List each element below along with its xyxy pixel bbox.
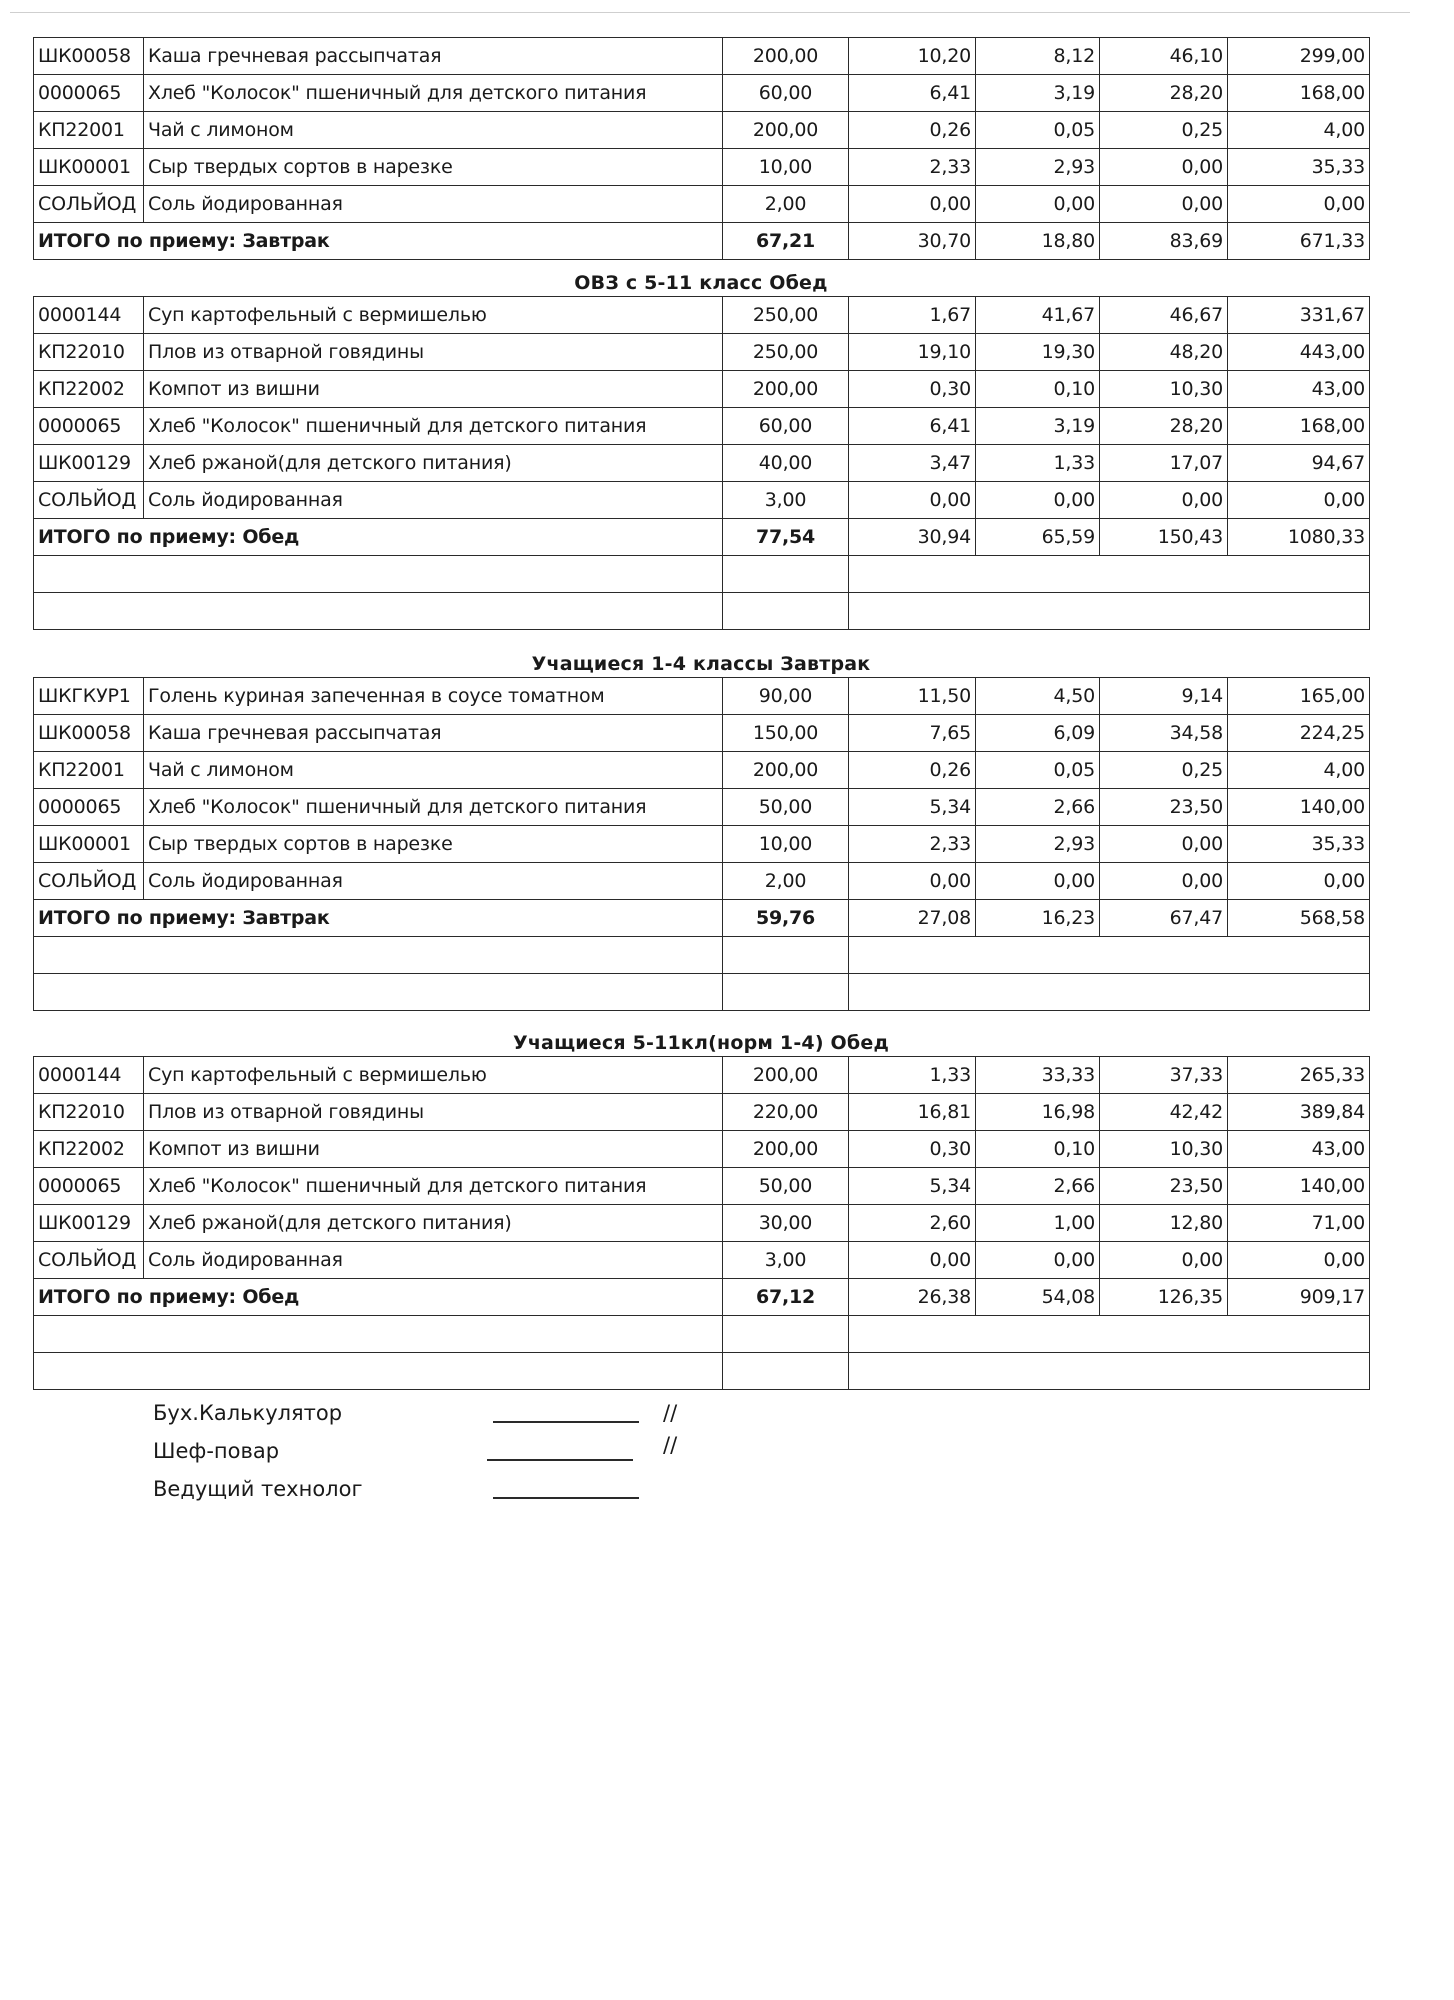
menu-table xyxy=(33,296,1370,630)
empty-cell xyxy=(34,556,723,593)
dish-weight: 40,00 xyxy=(723,445,849,482)
dish-kcal: 43,00 xyxy=(1228,1131,1370,1168)
empty-row xyxy=(34,1316,1370,1353)
dish-proteins: 19,10 xyxy=(849,334,976,371)
dish-weight: 2,00 xyxy=(723,186,849,223)
dish-proteins: 3,47 xyxy=(849,445,976,482)
dish-name: Чай с лимоном xyxy=(144,752,723,789)
dish-carbs: 0,00 xyxy=(1100,826,1228,863)
dish-fats: 2,93 xyxy=(976,826,1100,863)
total-weight: 67,12 xyxy=(723,1279,849,1316)
empty-cell xyxy=(723,974,849,1011)
dish-kcal: 331,67 xyxy=(1228,297,1370,334)
dish-carbs: 23,50 xyxy=(1100,789,1228,826)
dish-name: Соль йодированная xyxy=(144,186,723,223)
dish-fats: 1,33 xyxy=(976,445,1100,482)
dish-kcal: 0,00 xyxy=(1228,186,1370,223)
dish-weight: 10,00 xyxy=(723,149,849,186)
signature-role: Бух.Калькулятор xyxy=(153,1401,343,1425)
table-row xyxy=(34,408,1370,445)
dish-code: 0000065 xyxy=(34,408,144,445)
empty-cell xyxy=(723,937,849,974)
dish-weight: 3,00 xyxy=(723,1242,849,1279)
dish-weight: 200,00 xyxy=(723,1057,849,1094)
dish-proteins: 6,41 xyxy=(849,75,976,112)
dish-carbs: 37,33 xyxy=(1100,1057,1228,1094)
dish-name: Хлеб "Колосок" пшеничный для детского питания xyxy=(144,75,723,112)
dish-proteins: 5,34 xyxy=(849,1168,976,1205)
dish-fats: 0,05 xyxy=(976,112,1100,149)
dish-carbs: 48,20 xyxy=(1100,334,1228,371)
dish-code: СОЛЬЙОД xyxy=(34,482,144,519)
dish-code: КП22010 xyxy=(34,334,144,371)
dish-kcal: 0,00 xyxy=(1228,1242,1370,1279)
dish-weight: 200,00 xyxy=(723,1131,849,1168)
dish-fats: 4,50 xyxy=(976,678,1100,715)
dish-kcal: 35,33 xyxy=(1228,826,1370,863)
empty-cell xyxy=(849,1353,1370,1390)
dish-code: ШК00058 xyxy=(34,38,144,75)
dish-code: ШК00058 xyxy=(34,715,144,752)
dish-name: Соль йодированная xyxy=(144,1242,723,1279)
signature-slash: // xyxy=(663,1401,678,1425)
dish-carbs: 10,30 xyxy=(1100,1131,1228,1168)
table-row xyxy=(34,1242,1370,1279)
dish-kcal: 299,00 xyxy=(1228,38,1370,75)
dish-kcal: 140,00 xyxy=(1228,789,1370,826)
dish-name: Плов из отварной говядины xyxy=(144,334,723,371)
menu-section-grades-5-11-lunch xyxy=(33,1030,1369,1390)
section-title: ОВЗ с 5-11 класс Обед xyxy=(574,272,828,294)
dish-fats: 0,10 xyxy=(976,371,1100,408)
empty-cell xyxy=(34,1353,723,1390)
dish-fats: 2,93 xyxy=(976,149,1100,186)
dish-code: 0000065 xyxy=(34,1168,144,1205)
empty-cell xyxy=(34,593,723,630)
dish-fats: 33,33 xyxy=(976,1057,1100,1094)
dish-code: 0000065 xyxy=(34,75,144,112)
dish-fats: 1,00 xyxy=(976,1205,1100,1242)
total-carbs: 150,43 xyxy=(1100,519,1228,556)
dish-name: Плов из отварной говядины xyxy=(144,1094,723,1131)
dish-fats: 0,00 xyxy=(976,186,1100,223)
dish-name: Хлеб "Колосок" пшеничный для детского питания xyxy=(144,1168,723,1205)
dish-code: 0000144 xyxy=(34,297,144,334)
signature-role: Ведущий технолог xyxy=(153,1477,363,1501)
total-kcal: 671,33 xyxy=(1228,223,1370,260)
empty-cell xyxy=(849,556,1370,593)
dish-name: Сыр твердых сортов в нарезке xyxy=(144,149,723,186)
dish-proteins: 1,67 xyxy=(849,297,976,334)
total-proteins: 27,08 xyxy=(849,900,976,937)
menu-table xyxy=(33,37,1370,260)
dish-carbs: 10,30 xyxy=(1100,371,1228,408)
empty-row xyxy=(34,1353,1370,1390)
dish-code: ШК00001 xyxy=(34,149,144,186)
dish-fats: 16,98 xyxy=(976,1094,1100,1131)
table-row xyxy=(34,297,1370,334)
dish-fats: 0,10 xyxy=(976,1131,1100,1168)
total-label: ИТОГО по приему: Обед xyxy=(34,1279,723,1316)
empty-cell xyxy=(849,593,1370,630)
dish-name: Соль йодированная xyxy=(144,863,723,900)
dish-kcal: 168,00 xyxy=(1228,408,1370,445)
dish-proteins: 10,20 xyxy=(849,38,976,75)
dish-fats: 0,05 xyxy=(976,752,1100,789)
dish-name: Соль йодированная xyxy=(144,482,723,519)
signature-slash: // xyxy=(663,1433,678,1457)
empty-cell xyxy=(849,1316,1370,1353)
dish-fats: 3,19 xyxy=(976,75,1100,112)
empty-cell xyxy=(723,593,849,630)
dish-proteins: 7,65 xyxy=(849,715,976,752)
dish-proteins: 1,33 xyxy=(849,1057,976,1094)
dish-fats: 0,00 xyxy=(976,863,1100,900)
dish-code: 0000065 xyxy=(34,789,144,826)
table-row xyxy=(34,482,1370,519)
dish-proteins: 0,30 xyxy=(849,1131,976,1168)
empty-cell xyxy=(34,1316,723,1353)
dish-carbs: 0,00 xyxy=(1100,482,1228,519)
dish-fats: 2,66 xyxy=(976,1168,1100,1205)
dish-weight: 60,00 xyxy=(723,408,849,445)
dish-carbs: 0,00 xyxy=(1100,186,1228,223)
dish-proteins: 0,26 xyxy=(849,112,976,149)
dish-name: Сыр твердых сортов в нарезке xyxy=(144,826,723,863)
dish-proteins: 0,30 xyxy=(849,371,976,408)
dish-name: Хлеб "Колосок" пшеничный для детского питания xyxy=(144,408,723,445)
dish-code: ШК00129 xyxy=(34,445,144,482)
dish-proteins: 0,26 xyxy=(849,752,976,789)
signature-line xyxy=(493,1421,639,1423)
empty-row xyxy=(34,974,1370,1011)
table-row xyxy=(34,1131,1370,1168)
total-proteins: 26,38 xyxy=(849,1279,976,1316)
dish-proteins: 0,00 xyxy=(849,863,976,900)
dish-weight: 250,00 xyxy=(723,334,849,371)
total-label: ИТОГО по приему: Завтрак xyxy=(34,223,723,260)
dish-carbs: 12,80 xyxy=(1100,1205,1228,1242)
total-kcal: 568,58 xyxy=(1228,900,1370,937)
total-proteins: 30,70 xyxy=(849,223,976,260)
dish-weight: 150,00 xyxy=(723,715,849,752)
dish-name: Суп картофельный с вермишелью xyxy=(144,1057,723,1094)
empty-row xyxy=(34,937,1370,974)
dish-weight: 30,00 xyxy=(723,1205,849,1242)
dish-name: Компот из вишни xyxy=(144,1131,723,1168)
total-row xyxy=(34,900,1370,937)
table-row xyxy=(34,112,1370,149)
table-row xyxy=(34,1168,1370,1205)
total-kcal: 1080,33 xyxy=(1228,519,1370,556)
dish-proteins: 2,33 xyxy=(849,826,976,863)
dish-kcal: 35,33 xyxy=(1228,149,1370,186)
total-fats: 65,59 xyxy=(976,519,1100,556)
dish-proteins: 0,00 xyxy=(849,1242,976,1279)
dish-fats: 0,00 xyxy=(976,1242,1100,1279)
dish-proteins: 6,41 xyxy=(849,408,976,445)
dish-weight: 3,00 xyxy=(723,482,849,519)
dish-weight: 220,00 xyxy=(723,1094,849,1131)
dish-kcal: 0,00 xyxy=(1228,482,1370,519)
dish-weight: 200,00 xyxy=(723,112,849,149)
empty-cell xyxy=(34,937,723,974)
dish-fats: 2,66 xyxy=(976,789,1100,826)
scan-edge-line xyxy=(10,12,1410,13)
table-row xyxy=(34,38,1370,75)
dish-kcal: 94,67 xyxy=(1228,445,1370,482)
dish-name: Компот из вишни xyxy=(144,371,723,408)
total-row xyxy=(34,1279,1370,1316)
table-row xyxy=(34,678,1370,715)
empty-row xyxy=(34,556,1370,593)
dish-kcal: 168,00 xyxy=(1228,75,1370,112)
total-row xyxy=(34,519,1370,556)
empty-row xyxy=(34,593,1370,630)
section-title: Учащиеся 5-11кл(норм 1-4) Обед xyxy=(512,1032,890,1054)
dish-fats: 8,12 xyxy=(976,38,1100,75)
total-fats: 16,23 xyxy=(976,900,1100,937)
table-row xyxy=(34,1094,1370,1131)
dish-proteins: 2,60 xyxy=(849,1205,976,1242)
dish-weight: 2,00 xyxy=(723,863,849,900)
dish-weight: 200,00 xyxy=(723,371,849,408)
dish-kcal: 140,00 xyxy=(1228,1168,1370,1205)
dish-fats: 41,67 xyxy=(976,297,1100,334)
menu-table xyxy=(33,1056,1370,1390)
dish-carbs: 46,10 xyxy=(1100,38,1228,75)
dish-carbs: 34,58 xyxy=(1100,715,1228,752)
dish-fats: 6,09 xyxy=(976,715,1100,752)
dish-code: КП22001 xyxy=(34,112,144,149)
dish-kcal: 389,84 xyxy=(1228,1094,1370,1131)
dish-proteins: 0,00 xyxy=(849,186,976,223)
dish-weight: 60,00 xyxy=(723,75,849,112)
signature-line xyxy=(493,1497,639,1499)
empty-cell xyxy=(849,937,1370,974)
table-row xyxy=(34,75,1370,112)
dish-fats: 3,19 xyxy=(976,408,1100,445)
dish-carbs: 0,00 xyxy=(1100,1242,1228,1279)
total-weight: 77,54 xyxy=(723,519,849,556)
total-label: ИТОГО по приему: Завтрак xyxy=(34,900,723,937)
dish-kcal: 4,00 xyxy=(1228,752,1370,789)
dish-code: ШКГКУР1 xyxy=(34,678,144,715)
table-row xyxy=(34,445,1370,482)
dish-name: Каша гречневая рассыпчатая xyxy=(144,38,723,75)
table-row xyxy=(34,1205,1370,1242)
dish-kcal: 4,00 xyxy=(1228,112,1370,149)
table-row xyxy=(34,826,1370,863)
empty-cell xyxy=(723,556,849,593)
dish-kcal: 0,00 xyxy=(1228,863,1370,900)
dish-kcal: 443,00 xyxy=(1228,334,1370,371)
dish-code: КП22010 xyxy=(34,1094,144,1131)
total-carbs: 83,69 xyxy=(1100,223,1228,260)
dish-name: Каша гречневая рассыпчатая xyxy=(144,715,723,752)
table-row xyxy=(34,149,1370,186)
dish-code: СОЛЬЙОД xyxy=(34,863,144,900)
dish-carbs: 0,00 xyxy=(1100,149,1228,186)
empty-cell xyxy=(34,974,723,1011)
dish-carbs: 17,07 xyxy=(1100,445,1228,482)
dish-weight: 200,00 xyxy=(723,752,849,789)
dish-code: СОЛЬЙОД xyxy=(34,1242,144,1279)
table-row xyxy=(34,789,1370,826)
table-row xyxy=(34,752,1370,789)
menu-table xyxy=(33,677,1370,1011)
table-row xyxy=(34,334,1370,371)
dish-kcal: 265,33 xyxy=(1228,1057,1370,1094)
total-row xyxy=(34,223,1370,260)
dish-code: ШК00001 xyxy=(34,826,144,863)
dish-carbs: 23,50 xyxy=(1100,1168,1228,1205)
dish-code: КП22002 xyxy=(34,371,144,408)
dish-weight: 90,00 xyxy=(723,678,849,715)
total-weight: 59,76 xyxy=(723,900,849,937)
dish-carbs: 0,00 xyxy=(1100,863,1228,900)
table-row xyxy=(34,186,1370,223)
dish-name: Чай с лимоном xyxy=(144,112,723,149)
table-row xyxy=(34,863,1370,900)
dish-proteins: 11,50 xyxy=(849,678,976,715)
dish-code: КП22002 xyxy=(34,1131,144,1168)
signature-role: Шеф-повар xyxy=(153,1439,280,1463)
table-row xyxy=(34,371,1370,408)
dish-kcal: 165,00 xyxy=(1228,678,1370,715)
empty-cell xyxy=(849,974,1370,1011)
dish-weight: 200,00 xyxy=(723,38,849,75)
dish-code: СОЛЬЙОД xyxy=(34,186,144,223)
dish-name: Голень куриная запеченная в соусе томатном xyxy=(144,678,723,715)
dish-weight: 50,00 xyxy=(723,789,849,826)
total-carbs: 126,35 xyxy=(1100,1279,1228,1316)
empty-cell xyxy=(723,1316,849,1353)
dish-fats: 19,30 xyxy=(976,334,1100,371)
dish-weight: 250,00 xyxy=(723,297,849,334)
total-fats: 54,08 xyxy=(976,1279,1100,1316)
dish-weight: 50,00 xyxy=(723,1168,849,1205)
dish-kcal: 71,00 xyxy=(1228,1205,1370,1242)
dish-proteins: 0,00 xyxy=(849,482,976,519)
dish-name: Хлеб "Колосок" пшеничный для детского питания xyxy=(144,789,723,826)
table-row xyxy=(34,715,1370,752)
total-weight: 67,21 xyxy=(723,223,849,260)
total-fats: 18,80 xyxy=(976,223,1100,260)
empty-cell xyxy=(723,1353,849,1390)
dish-carbs: 9,14 xyxy=(1100,678,1228,715)
dish-name: Суп картофельный с вермишелью xyxy=(144,297,723,334)
dish-fats: 0,00 xyxy=(976,482,1100,519)
menu-section-ovz-lunch xyxy=(33,270,1369,630)
dish-carbs: 28,20 xyxy=(1100,408,1228,445)
menu-section-breakfast-ovz xyxy=(33,37,1369,260)
dish-carbs: 0,25 xyxy=(1100,752,1228,789)
total-proteins: 30,94 xyxy=(849,519,976,556)
dish-name: Хлеб ржаной(для детского питания) xyxy=(144,1205,723,1242)
signature-line xyxy=(487,1459,633,1461)
dish-weight: 10,00 xyxy=(723,826,849,863)
dish-proteins: 16,81 xyxy=(849,1094,976,1131)
dish-name: Хлеб ржаной(для детского питания) xyxy=(144,445,723,482)
total-label: ИТОГО по приему: Обед xyxy=(34,519,723,556)
total-carbs: 67,47 xyxy=(1100,900,1228,937)
dish-proteins: 2,33 xyxy=(849,149,976,186)
section-title: Учащиеся 1-4 классы Завтрак xyxy=(531,653,871,675)
total-kcal: 909,17 xyxy=(1228,1279,1370,1316)
dish-code: 0000144 xyxy=(34,1057,144,1094)
dish-kcal: 43,00 xyxy=(1228,371,1370,408)
table-row xyxy=(34,1057,1370,1094)
dish-code: КП22001 xyxy=(34,752,144,789)
dish-carbs: 42,42 xyxy=(1100,1094,1228,1131)
dish-carbs: 0,25 xyxy=(1100,112,1228,149)
dish-carbs: 28,20 xyxy=(1100,75,1228,112)
dish-code: ШК00129 xyxy=(34,1205,144,1242)
dish-proteins: 5,34 xyxy=(849,789,976,826)
dish-carbs: 46,67 xyxy=(1100,297,1228,334)
menu-section-grades-1-4-breakfast xyxy=(33,651,1369,1011)
dish-kcal: 224,25 xyxy=(1228,715,1370,752)
